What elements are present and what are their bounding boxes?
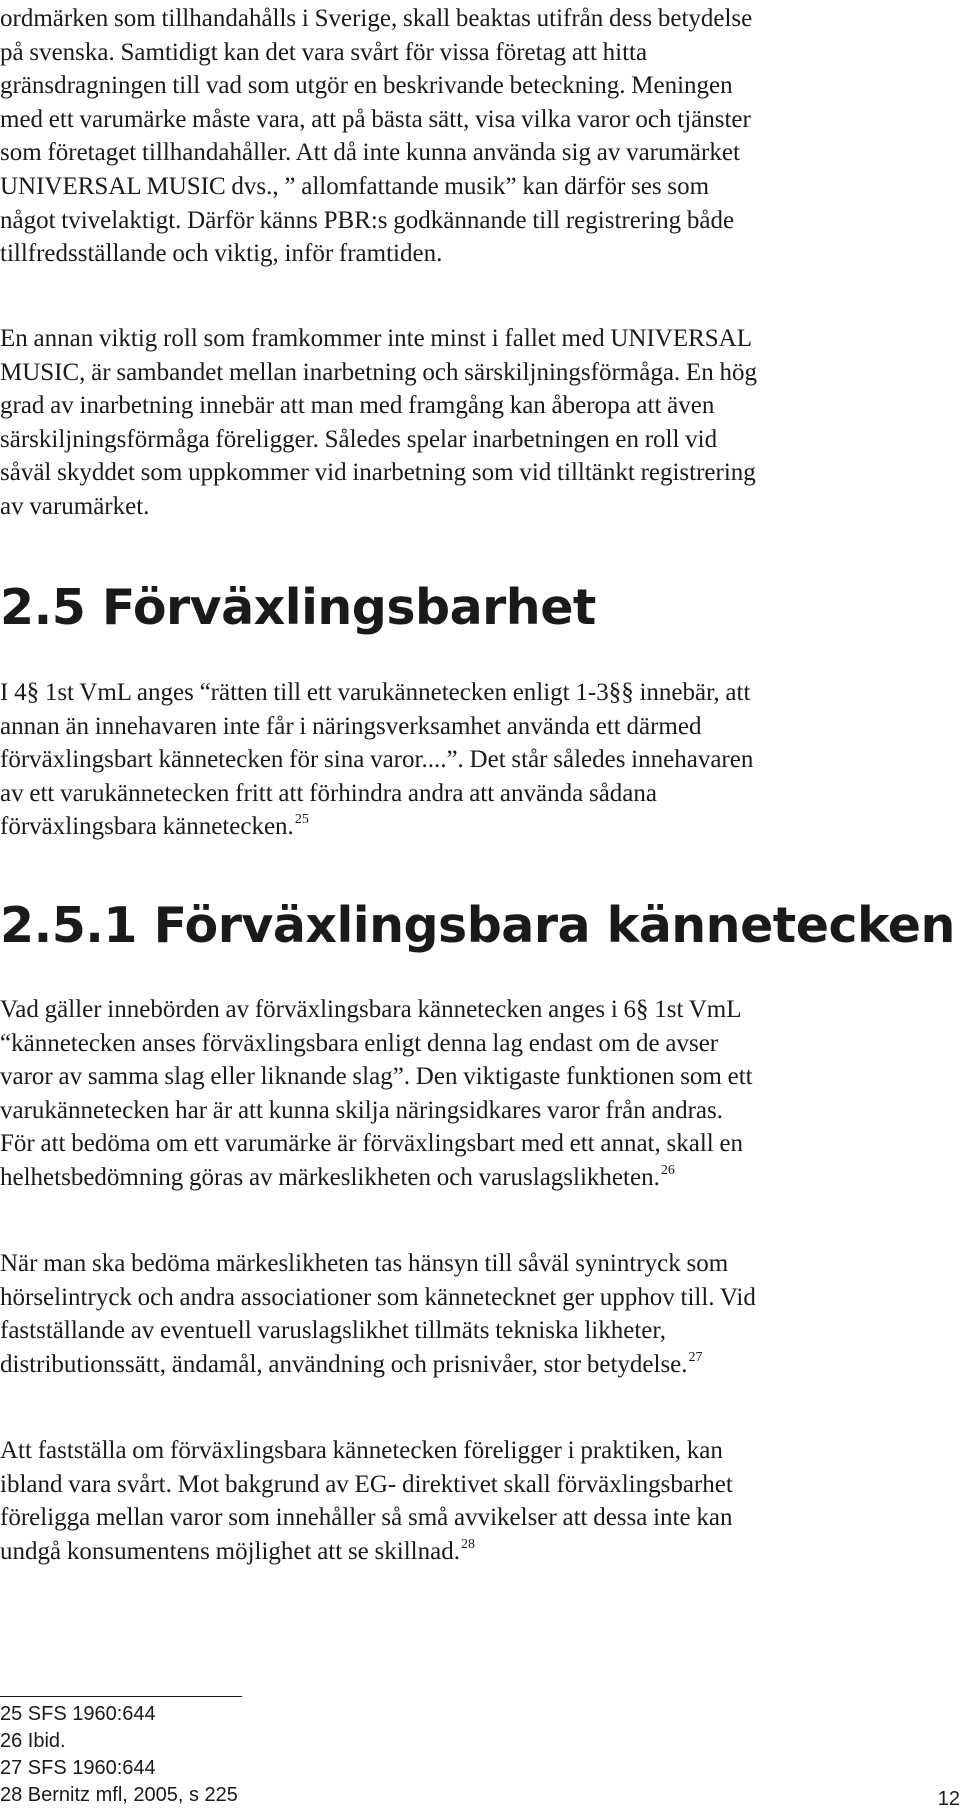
text-line: av ett varukännetecken fritt att förhindra andra att använda sådana <box>0 779 657 807</box>
text-line: varor av samma slag eller liknande slag”. Den viktigaste funktionen som ett <box>0 1063 753 1091</box>
paragraph-4-paragrafen <box>0 676 960 844</box>
text-line: på svenska. Samtidigt kan det vara svårt för vissa företag att hitta <box>0 38 648 66</box>
text-line: En annan viktig roll som framkommer inte minst i fallet med UNIVERSAL <box>0 325 753 352</box>
text-run: distributionssätt, ändamål, användning och prisnivåer, stor betydelse. <box>0 1350 688 1378</box>
text-line: förväxlingsbart kännetecken för sina varor....”. Det står således innehavaren <box>0 746 754 774</box>
text-line: tillfredsställande och viktig, inför framtiden. <box>0 240 443 268</box>
text-line: särskiljningsförmåga föreligger. Således spelar inarbetningen en roll vid <box>0 425 718 453</box>
text-line <box>0 810 960 844</box>
text-line: “kännetecken anses förväxlingsbara enligt denna lag endast om de avser <box>0 1029 719 1057</box>
text-line: av varumärket. <box>0 492 150 520</box>
paragraph-6-paragrafen <box>0 993 960 1195</box>
text-line: För att bedöma om ett varumärke är förväxlingsbart med ett annat, skall en <box>0 1130 744 1158</box>
text-line: ordmärken som tillhandahålls i Sverige, skall beaktas utifrån dess betydelse <box>0 5 753 32</box>
footnote: 27 SFS 1960:644 <box>0 1757 156 1779</box>
footnote: 26 Ibid. <box>0 1730 66 1752</box>
paragraph-inarbetning <box>0 322 960 524</box>
paragraph-faststalla <box>0 1434 960 1568</box>
text-line: något tvivelaktigt. Därför känns PBR:s godkännande till registrering både <box>0 206 735 234</box>
footnote-ref: 26 <box>660 1162 675 1178</box>
footnote-separator <box>0 1696 242 1697</box>
text-line: MUSIC, är sambandet mellan inarbetning och särskiljningsförmåga. En hög <box>0 358 757 386</box>
footnote-ref: 25 <box>294 812 309 828</box>
text-line: gränsdragningen till vad som utgör en beskrivande beteckning. Meningen <box>0 72 733 100</box>
text-line <box>0 1535 960 1569</box>
text-line: såväl skyddet som uppkommer vid inarbetning som vid tilltänkt registrering <box>0 459 756 487</box>
text-line: hörselintryck och andra associationer som kännetecknet ger upphov till. Vid <box>0 1283 756 1311</box>
text-line: Vad gäller innebörden av förväxlingsbara kännetecken anges i 6§ 1st VmL <box>0 996 742 1023</box>
text-run: undgå konsumentens möjlighet att se skillnad. <box>0 1537 460 1565</box>
text-line: UNIVERSAL MUSIC dvs., ” allomfattande musik” kan därför ses som <box>0 172 710 200</box>
text-line: med ett varumärke måste vara, att på bästa sätt, visa vilka varor och tjänster <box>0 105 751 133</box>
text-line: I 4§ 1st VmL anges “rätten till ett varukännetecken enligt 1-3§§ innebär, att <box>0 679 751 706</box>
text-line: annan än innehavaren inte får i näringsverksamhet använda ett därmed <box>0 712 702 740</box>
text-line: fastställande av eventuell varuslagslikhet tillmäts tekniska likheter, <box>0 1317 666 1345</box>
paragraph-trademark-swedish <box>0 2 960 271</box>
heading-2-5-1: 2.5.1 Förväxlingsbara kännetecken <box>0 897 955 954</box>
text-line: ibland vara svårt. Mot bakgrund av EG- direktivet skall förväxlingsbarhet <box>0 1470 733 1498</box>
footnote-ref: 28 <box>460 1536 475 1552</box>
footnote-ref: 27 <box>688 1349 703 1365</box>
paragraph-markeslikhet <box>0 1247 960 1381</box>
footnote: 25 SFS 1960:644 <box>0 1703 156 1725</box>
text-run: helhetsbedömning göras av märkeslikheten och varuslagslikheten. <box>0 1163 660 1191</box>
page-number: 12 <box>937 1788 960 1810</box>
text-line: föreligga mellan varor som innehåller så små avvikelser att dessa inte kan <box>0 1504 733 1532</box>
text-line: varukännetecken har är att kunna skilja näringsidkares varor från andras. <box>0 1096 723 1124</box>
footnote-list <box>0 1701 238 1809</box>
text-line: När man ska bedöma märkeslikheten tas hänsyn till såväl synintryck som <box>0 1250 729 1277</box>
text-line <box>0 1161 960 1195</box>
text-line: som företaget tillhandahåller. Att då inte kunna använda sig av varumärket <box>0 139 740 167</box>
text-line: grad av inarbetning innebär att man med framgång kan åberopa att även <box>0 392 715 420</box>
heading-2-5: 2.5 Förväxlingsbarhet <box>0 579 596 636</box>
text-line <box>0 1348 960 1382</box>
text-line: Att fastställa om förväxlingsbara kännetecken föreligger i praktiken, kan <box>0 1437 723 1464</box>
footnote: 28 Bernitz mfl, 2005, s 225 <box>0 1784 238 1806</box>
text-run: förväxlingsbara kännetecken. <box>0 813 294 841</box>
